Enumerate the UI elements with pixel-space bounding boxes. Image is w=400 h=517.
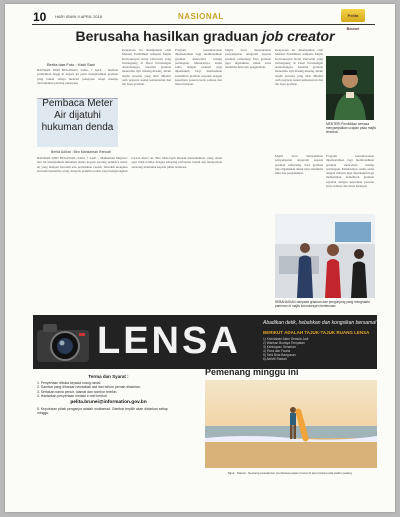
beach-surfer-illustration (205, 380, 377, 468)
main-article-col5-text: Program keusahawanan diperkenalkan bagi membolehkan graduan menceburi bidang perniagaan. Menurutnya, usaha sama dengan industri juga diperkukuh bagi memastikan kemahiran graduan sepadan dengan keperluan pasaran kerja semasa dan masa hadapan. (326, 154, 374, 189)
lensa-topic-item: 1) Keindahan Alam Semula Jadi (263, 337, 309, 341)
main-article-col4-text: Majlis turut menyaksikan penyampaian anugerah kepada graduan cemerlang. Para graduan juga digalakkan untuk terus menimba ilmu dan pengalaman. (225, 48, 271, 70)
main-headline-text: Berusaha hasilkan graduan (75, 28, 263, 44)
exhibition-illustration (275, 214, 375, 298)
winner-caption: Tajuk : Pantai - Seorang peselancar membawa papan luncur di tepi pantai pada waktu petang. (227, 471, 353, 475)
section-title: NASIONAL (178, 12, 224, 21)
main-article-col6-text: Majlis turut menyaksikan penyampaian anugerah kepada graduan cemerlang. Para graduan juga digalakkan untuk terus menimba ilmu dan pengalaman. (275, 154, 323, 176)
winner-title: Pemenang minggu ini (205, 367, 299, 377)
main-article-col3 (225, 48, 271, 304)
minister-photo (326, 56, 374, 120)
page-number: 10 (33, 10, 47, 24)
submission-email-link[interactable]: pelita.brunei@information.gov.bn (70, 400, 147, 406)
lensa-topic-item: 2) Warisan Budaya Tempatan (263, 341, 305, 345)
main-article-col3-text: Program keusahawanan diperkenalkan bagi membolehkan graduan menceburi bidang perniagaan. Menurutnya, usaha sama dengan industri juga diperkukuh bagi memastikan kemahiran graduan sepadan dengan keperluan pasaran kerja semasa dan masa hadapan. (175, 48, 222, 87)
main-article-col2 (175, 48, 222, 304)
sub-article-byline: Berita Adikat : Biro Mahkamah Rencah (51, 150, 112, 154)
terms-item: 1. Penyertaan dibuka kepada orang ramai. (37, 381, 102, 385)
lensa-topic-item: 5) Seni Bina Bangunan (263, 353, 296, 357)
main-article-col5 (326, 154, 374, 214)
newspaper-logo: Pelita Brunei (341, 9, 365, 22)
exhibition-photo-caption: SEBAHAGIAN daripada graduan dan pengunjung yang menghadiri pameran di majlis konvokesyen berkenaan. (275, 300, 370, 308)
main-article-col1 (37, 68, 118, 96)
lensa-tagline: Abadikan detik, hebahkan dan kongsikan bersama! (263, 320, 377, 326)
main-article-col6 (275, 154, 323, 214)
newspaper-page (5, 4, 395, 512)
sub-article-headline: Pembaca Meter Air dijatuhi hukuman denda (41, 98, 114, 133)
main-headline-italic: job creator (262, 28, 335, 44)
terms-item: 4. Hantarkan penyertaan melalui e-mel berikut: (37, 393, 108, 398)
issue-date: HARI ISNIN 9 APRIL 2018 (55, 14, 102, 19)
main-article-col4 (275, 48, 323, 148)
lensa-topic-item: 3) Kehidupan Seharian (263, 345, 296, 349)
camera-icon (35, 318, 91, 366)
lensa-topic-item: 4) Flora dan Fauna (263, 349, 291, 353)
terms-and-conditions (37, 374, 180, 504)
minister-illustration (326, 56, 374, 120)
exhibition-photo (275, 214, 375, 298)
winner-photo (205, 380, 377, 468)
main-article-col1-cont (122, 48, 171, 148)
main-headline (30, 28, 380, 44)
lensa-topic-list (263, 337, 373, 361)
terms-item: 2. Gambar yang dihantar hendaklah asli dan belum pernah disiarkan. (37, 385, 141, 390)
terms-item: 3. Sertakan nama penuh, alamat dan nombor telefon. (37, 389, 118, 394)
sub-article-body-text: BANDAR SERI BEGAWAN, Sabtu, 7 April. - Mahkamah Majistret hari ini menjatuhkan hukuman denda kepada seorang pembaca meter air yang didapati bersalah atas pertuduhan rasuah. Tertuduh mengaku bersalah menerima wang daripada pemilik premis bagi mengurangkan bacaan meter air. Biro Mencegah Rasuah menasihatkan orang ramai agar tidak terlibat dengan sebarang perbuatan rasuah dan melaporkan sebarang maklumat kepada pihak berkuasa. (37, 156, 222, 173)
minister-photo-caption: MENTERI Pendidikan semasa menyampaikan ucapan pada majlis tersebut. (326, 122, 376, 134)
terms-footer: 5. Keputusan pihak penganjur adalah muktamad. Gambar terpilih akan disiarkan setiap minggu. (37, 407, 168, 416)
terms-title: Terma dan Syarat : (88, 374, 129, 379)
main-article-col1-text: BANDAR SERI BEGAWAN, Sabtu, 7 April. - Institusi pendidikan tinggi di negara ini perlu menghasilkan graduan yang bukan sahaja mencari pekerjaan tetapi mampu mewujudkan peluang pekerjaan. (37, 68, 118, 85)
header-divider (32, 24, 375, 25)
main-article-col4-extra: Kenyataan itu disampaikan oleh Menteri Pendidikan sempena Majlis Konvokesyen Kolej Universiti yang berlangsung di Pusat Persidangan Antarabangsa. Seramai graduan menerima sijil masing-masing dalam majlis tersebut yang turut dihadiri oleh pegawai kanan kementerian dan ibu bapa graduan. (275, 48, 323, 87)
lensa-title: LENSA (97, 320, 241, 362)
main-article-col2-text: Kenyataan itu disampaikan oleh Menteri Pendidikan sempena Majlis Konvokesyen Kolej Universiti yang berlangsung di Pusat Persidangan Antarabangsa. Seramai graduan menerima sijil masing-masing dalam majlis tersebut yang turut dihadiri oleh pegawai kanan kementerian dan ibu bapa graduan. (122, 48, 171, 87)
lensa-topic-item: 6) Aktiviti Riadah (263, 357, 287, 361)
main-byline: Berita dan Foto : Hairi Sani (47, 62, 96, 67)
lensa-list-title: BERIKUT ADALAH TAJUK-TAJUK RUANG LENSA (263, 330, 370, 335)
